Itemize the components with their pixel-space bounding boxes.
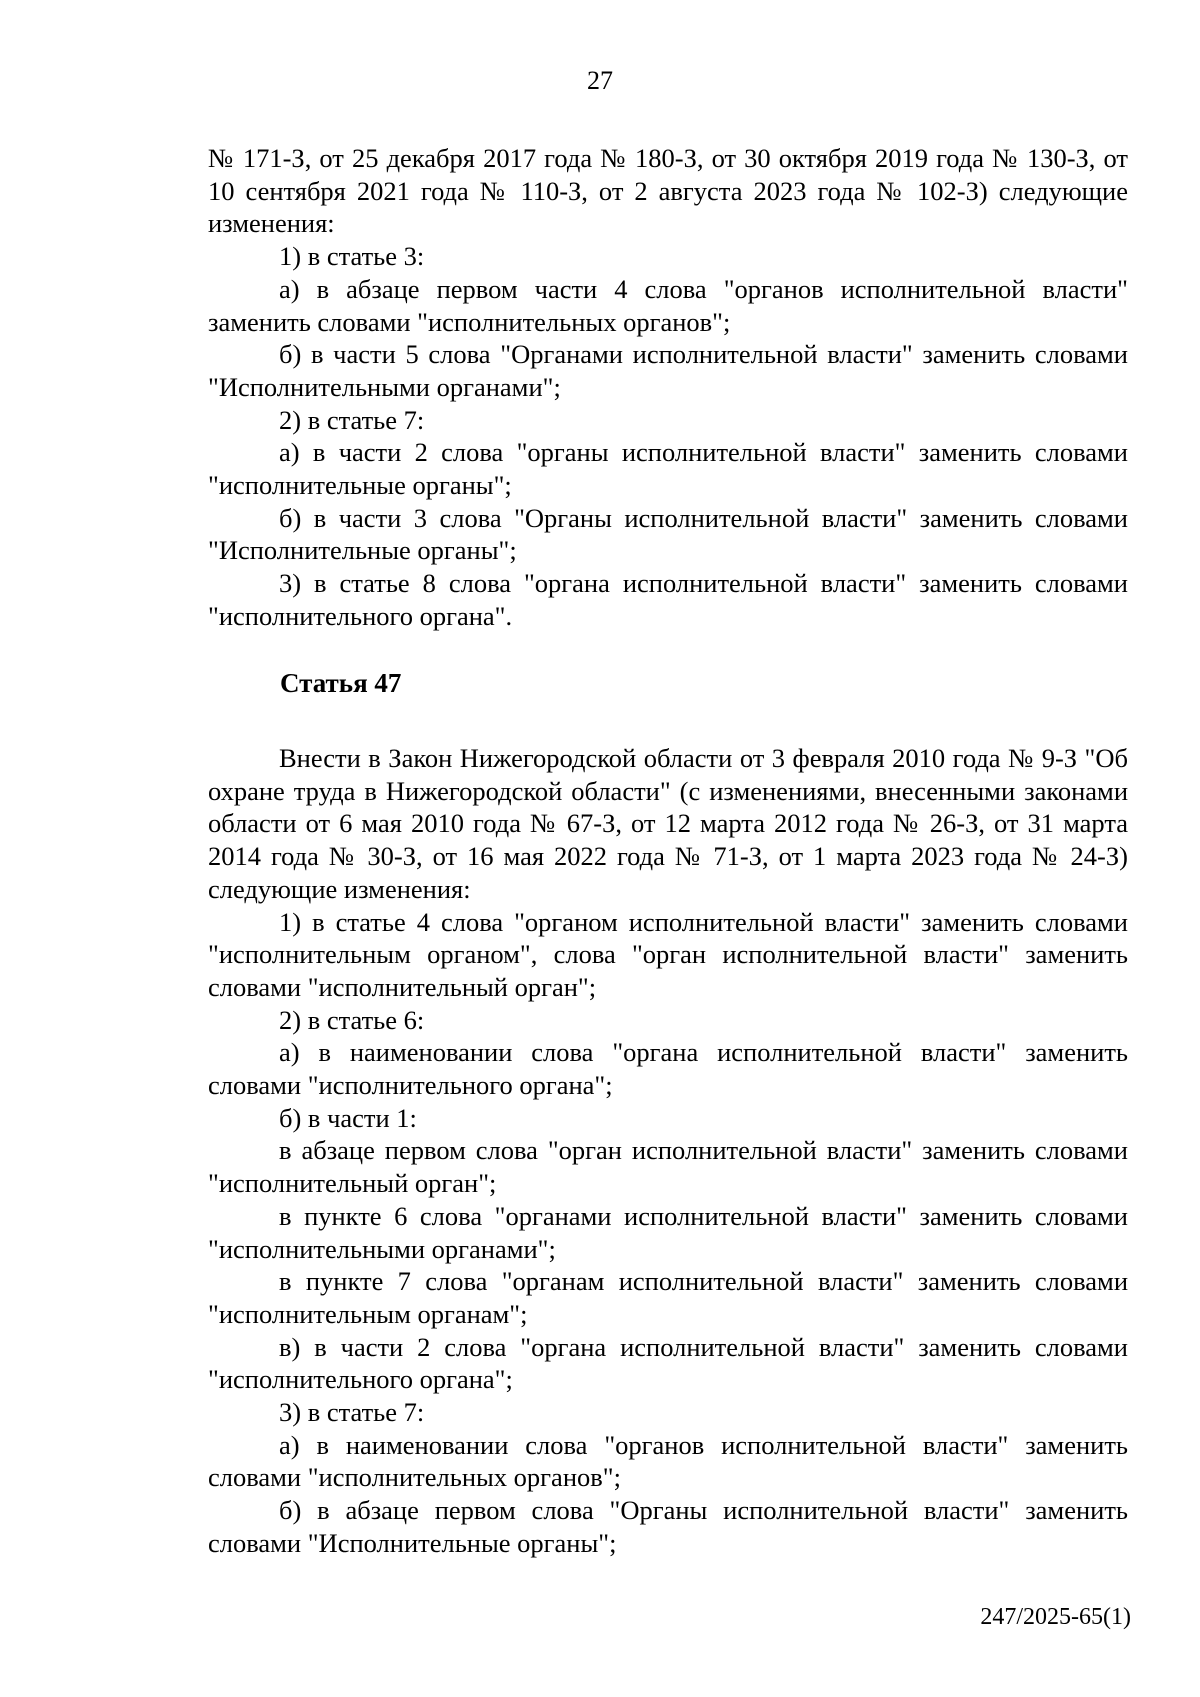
paragraph-item-2b-sub1: в абзаце первом слова "орган исполнительной власти" заменить словами "исполнительный орган"; [208,1135,1128,1199]
paragraph-item-3a: а) в наименовании слова "органов исполнительной власти" заменить словами "исполнительных органов"; [208,1429,1128,1493]
paragraph-item-2b: б) в части 1: [279,1102,417,1133]
paragraph-item-1a: а) в абзаце первом части 4 слова "органов исполнительной власти" заменить словами "исполнительных органов"; [208,273,1128,337]
paragraph-item-2a: а) в части 2 слова "органы исполнительной власти" заменить словами "исполнительные органы"; [208,437,1128,501]
text-block-article-47 [208,742,1128,1560]
paragraph-item-2b: б) в части 3 слова "Органы исполнительной власти" заменить словами "Исполнительные органы"; [208,502,1128,566]
document-code: 247/2025-65(1) [980,1604,1131,1630]
page-number: 27 [587,66,613,95]
text-block-amendments-continued [208,142,1128,633]
paragraph-item-2b-sub2: в пункте 6 слова "органами исполнительной власти" заменить словами "исполнительными органами"; [208,1200,1128,1264]
paragraph-item-1b: б) в части 5 слова "Органами исполнительной власти" заменить словами "Исполнительными органами"; [208,339,1128,402]
paragraph-item-1: 1) в статье 4 слова "органом исполнительной власти" заменить словами "исполнительным органом", слова "орган исполнительной власти" заменить словами "исполнительный орган"; [208,906,1128,1002]
paragraph-item-3b: б) в абзаце первом слова "Органы исполнительной власти" заменить словами "Исполнительные органы"; [208,1495,1128,1558]
paragraph-item-2: 2) в статье 6: [279,1004,425,1035]
paragraph-item-3: 3) в статье 7: [279,1397,425,1428]
paragraph-item-2c: в) в части 2 слова "органа исполнительной власти" заменить словами "исполнительного органа"; [208,1331,1128,1395]
paragraph-item-2b-sub3: в пункте 7 слова "органам исполнительной власти" заменить словами "исполнительным органам"; [208,1266,1128,1329]
paragraph-item-2a: а) в наименовании слова "органа исполнительной власти" заменить словами "исполнительного органа"; [208,1037,1128,1101]
paragraph-item-3: 3) в статье 8 слова "органа исполнительной власти" заменить словами "исполнительного органа". [208,568,1128,631]
paragraph-article-intro: Внести в Закон Нижегородской области от 3 февраля 2010 года № 9-З "Об охране труда в Нижегородской области" (с изменениями, внесенными законами области от 6 мая 2010 года № 67-З, от 12 марта 2012 года № 26-З, от 31 марта 2014 года № 30-З, от 16 мая 2022 года № 71-З, от 1 марта 2023 года № 24-З) следующие изменения: [208,743,1128,904]
paragraph-item-1: 1) в статье 3: [279,241,425,272]
paragraph-intro-continued: № 171-З, от 25 декабря 2017 года № 180-З, от 30 октября 2019 года № 130-З, от 10 сентября 2021 года № 110-З, от 2 августа 2023 года № 102-З) следующие изменения: [208,143,1128,239]
article-heading: Статья 47 [280,668,402,698]
paragraph-item-2: 2) в статье 7: [279,404,425,435]
